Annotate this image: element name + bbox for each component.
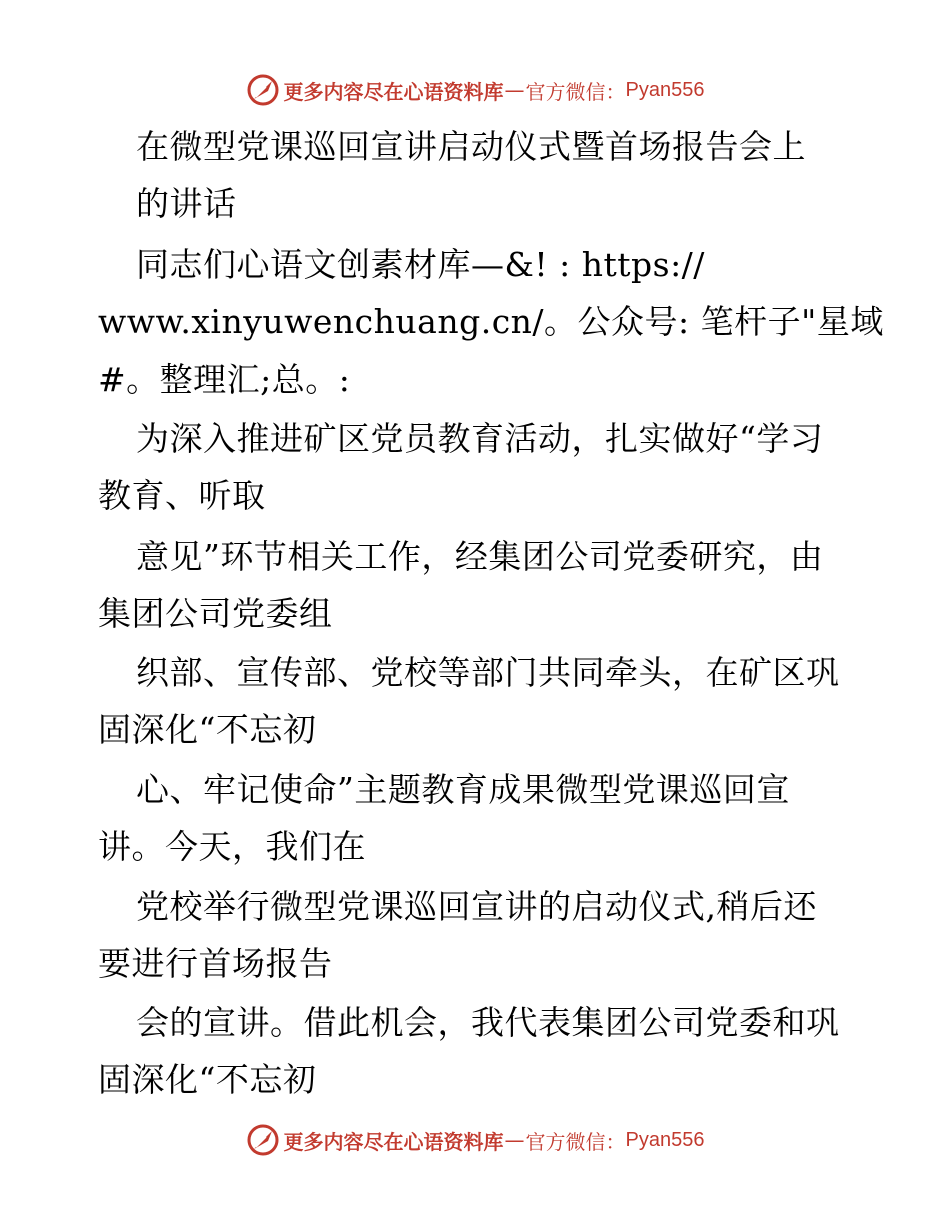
text-line: 织部、宣传部、党校等部门共同牵头，在矿区巩: [136, 653, 840, 692]
banner-title: 更多内容尽在心语资料库: [283, 1129, 504, 1154]
text-line: 固深化“不忘初: [98, 1060, 317, 1099]
banner-wechat-id: Pyan556: [625, 1128, 705, 1151]
header-banner: [0, 70, 950, 110]
banner-separator: —: [504, 78, 525, 102]
text-line: 讲。今天，我们在: [98, 827, 366, 866]
text-line: #。整理汇;总。:: [98, 360, 351, 399]
text-line: 为深入推进矿区党员教育活动，扎实做好“学习: [136, 419, 824, 458]
text-line: www.xinyuwenchuang.cn/。公众号: 笔杆子"星域: [98, 302, 884, 341]
quill-logo-icon: [246, 73, 280, 107]
banner-wechat-label: 官方微信：: [525, 79, 626, 104]
text-line: 党校举行微型党课巡回宣讲的启动仪式,稍后还: [136, 887, 817, 926]
text-line: 意见”环节相关工作，经集团公司党委研究，由: [136, 537, 824, 576]
banner-wechat-label: 官方微信：: [525, 1129, 626, 1154]
text-line: 要进行首场报告: [98, 944, 333, 983]
text-line: 同志们心语文创素材库—&! : https://: [136, 245, 705, 284]
banner-title: 更多内容尽在心语资料库: [283, 79, 504, 104]
quill-logo-icon: [246, 1123, 280, 1157]
text-line: 心、牢记使命”主题教育成果微型党课巡回宣: [136, 770, 790, 809]
banner-wechat-id: Pyan556: [625, 78, 705, 101]
text-line: 集团公司党委组: [98, 594, 333, 633]
banner-separator: —: [504, 1128, 525, 1152]
footer-banner: [0, 1120, 950, 1160]
text-line: 教育、听取: [98, 476, 266, 515]
text-line: 会的宣讲。借此机会，我代表集团公司党委和巩: [136, 1003, 840, 1042]
title-line-2: 的讲话: [136, 184, 237, 223]
text-line: 固深化“不忘初: [98, 710, 317, 749]
title-line-1: 在微型党课巡回宣讲启动仪式暨首场报告会上: [136, 127, 806, 166]
